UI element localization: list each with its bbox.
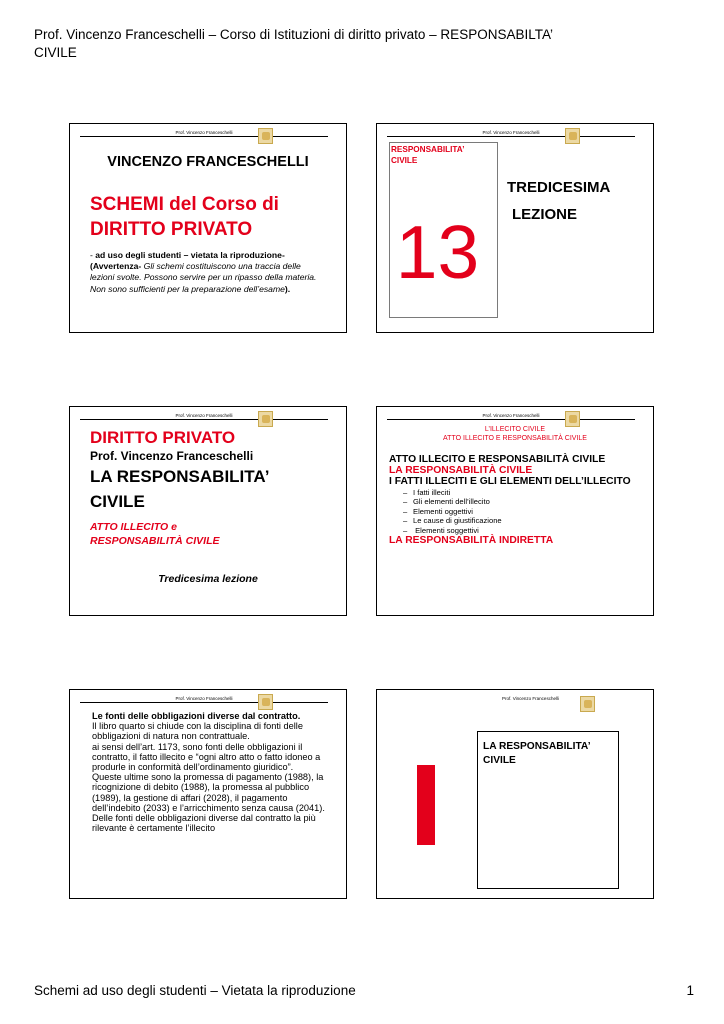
slide-5: [69, 689, 347, 899]
paragraph: ai sensi dell’art. 1173, sono fonti delle obbligazioni il contratto, il fatto illecito e “ogni altro atto o fatto idoneo a produrle in conformità dell’ordinamento giuridico”.: [92, 741, 321, 773]
page-footer: [34, 983, 694, 998]
course-title-line1: SCHEMI del Corso di: [90, 194, 279, 215]
caption-line1: L’ILLECITO CIVILE: [484, 426, 546, 433]
outline-item: [389, 526, 639, 536]
lesson-label: Tredicesima lezione: [158, 573, 258, 585]
slide-header-text: Prof. Vincenzo Franceschelli: [173, 130, 236, 136]
slide-header-text: Prof. Vincenzo Franceschelli: [480, 413, 543, 419]
outline-heading: LA RESPONSABILITÀ CIVILE: [389, 465, 533, 477]
red-bar: [417, 765, 435, 845]
slide-header: [387, 413, 635, 425]
slide-2: [376, 123, 654, 333]
outline-item: [389, 507, 639, 517]
course-title: [90, 192, 279, 242]
note-warning: (Avvertenza-: [90, 261, 144, 272]
subject-title: DIRITTO PRIVATO: [90, 428, 236, 447]
page-header-line2: CIVILE: [34, 45, 77, 60]
slide-caption: [377, 425, 653, 443]
note-italic: Gli schemi costituiscono una traccia delle lezioni svolte. Possono servire per un ripasso della materia. Non sono sufficienti per la preparazione dell’esame: [90, 261, 317, 294]
lesson-word-1: TREDICESIMA: [507, 179, 611, 196]
lesson-topic: [90, 464, 320, 514]
body-heading: Le fonti delle obbligazioni diverse dal contratto.: [92, 711, 301, 721]
page-header-line1: Prof. Vincenzo Franceschelli – Corso di Istituzioni di diritto privato – RESPONSABILTA’: [34, 27, 553, 42]
dash: –: [403, 497, 408, 507]
slide-3: [69, 406, 347, 616]
paragraph: Delle fonti delle obbligazioni diverse dal contratto la più rilevante è certamente l’illecito: [92, 813, 316, 834]
outline-item-text: Gli elementi dell’illecito: [413, 497, 490, 507]
slide-4: [376, 406, 654, 616]
slide-6: [376, 689, 654, 899]
note-dash: -: [90, 250, 96, 260]
logo-icon: [258, 128, 273, 144]
logo-icon: [258, 411, 273, 427]
title-box-text: [483, 740, 591, 768]
topic-label-line2: CIVILE: [391, 156, 418, 165]
outline-item-text: I fatti illeciti: [413, 487, 451, 497]
page-header: [34, 26, 694, 62]
topic-label-line1: RESPONSABILITA’: [391, 145, 465, 154]
lesson-subtopic-line2: RESPONSABILITÀ CIVILE: [90, 535, 220, 547]
lesson-word-2: LEZIONE: [512, 206, 578, 223]
outline-item: [389, 516, 639, 526]
note-end: ).: [284, 283, 291, 294]
slide-header-text: Prof. Vincenzo Franceschelli: [173, 696, 236, 702]
slide-header: [387, 130, 635, 142]
slide-header: [80, 413, 328, 425]
logo-icon: [258, 694, 273, 710]
lesson-subtopic: [90, 520, 220, 548]
professor-name: Prof. Vincenzo Franceschelli: [90, 449, 254, 463]
lesson-number: 13: [395, 210, 480, 294]
lesson-topic-line1: LA RESPONSABILITA’: [90, 467, 270, 486]
topic-label: [391, 144, 465, 166]
header-rule: [387, 419, 635, 420]
header-rule: [80, 136, 328, 137]
dash: –: [403, 516, 408, 526]
body-text: [92, 711, 332, 833]
lesson-subtopic-line1: ATTO ILLECITO e: [90, 521, 177, 533]
logo-icon: [580, 696, 595, 712]
course-title-line2: DIRITTO PRIVATO: [90, 219, 253, 240]
header-rule: [387, 136, 635, 137]
outline-heading: I FATTI ILLECITI E GLI ELEMENTI DELL’ILLECITO: [389, 476, 631, 488]
slide-1: [69, 123, 347, 333]
dash: –: [403, 506, 408, 516]
usage-note: [90, 250, 322, 295]
lesson-topic-line2: CIVILE: [90, 492, 145, 511]
outline-item: [389, 488, 639, 498]
logo-icon: [565, 128, 580, 144]
slide-header-text: Prof. Vincenzo Franceschelli: [173, 413, 236, 419]
slide-header-text: Prof. Vincenzo Franceschelli: [480, 130, 543, 136]
page-number: 1: [686, 983, 694, 998]
dash: –: [403, 487, 408, 497]
paragraph: Queste ultime sono la promessa di pagamento (1988), la ricognizione di debito (1988), la promessa al pubblico (1989), la gestione di affari (2028), il pagamento dell’indebito (2033) e l’arricchimento senza causa (2041).: [92, 772, 325, 813]
outline-item-text: Le cause di giustificazione: [413, 516, 502, 526]
caption-line2: ATTO ILLECITO E RESPONSABILITÀ CIVILE: [443, 435, 587, 442]
outline-item: [389, 497, 639, 507]
slide-header: [80, 696, 328, 708]
title-box-line2: CIVILE: [483, 755, 516, 766]
slide-header-text: Prof. Vincenzo Franceschelli: [499, 696, 562, 702]
paragraph: Il libro quarto si chiude con la disciplina di fonti delle obbligazioni di natura non contrattuale.: [92, 721, 303, 742]
outline-item-text: Elementi soggettivi: [413, 525, 479, 535]
header-rule: [80, 702, 328, 703]
outline: [389, 454, 639, 546]
author-name: VINCENZO FRANCESCHELLI: [107, 154, 309, 170]
outline-heading: ATTO ILLECITO E RESPONSABILITÀ CIVILE: [389, 454, 606, 465]
note-bold: ad uso degli studenti – vietata la riproduzione-: [95, 250, 285, 260]
outline-item-text: Elementi oggettivi: [413, 506, 473, 516]
dash: –: [403, 525, 408, 535]
footer-text: Schemi ad uso degli studenti – Vietata la riproduzione: [34, 983, 356, 998]
slide-header: [80, 130, 328, 142]
header-rule: [80, 419, 328, 420]
title-box-line1: LA RESPONSABILITA’: [483, 741, 591, 752]
outline-heading: LA RESPONSABILITÀ INDIRETTA: [389, 535, 554, 547]
slide-header: [387, 696, 635, 708]
